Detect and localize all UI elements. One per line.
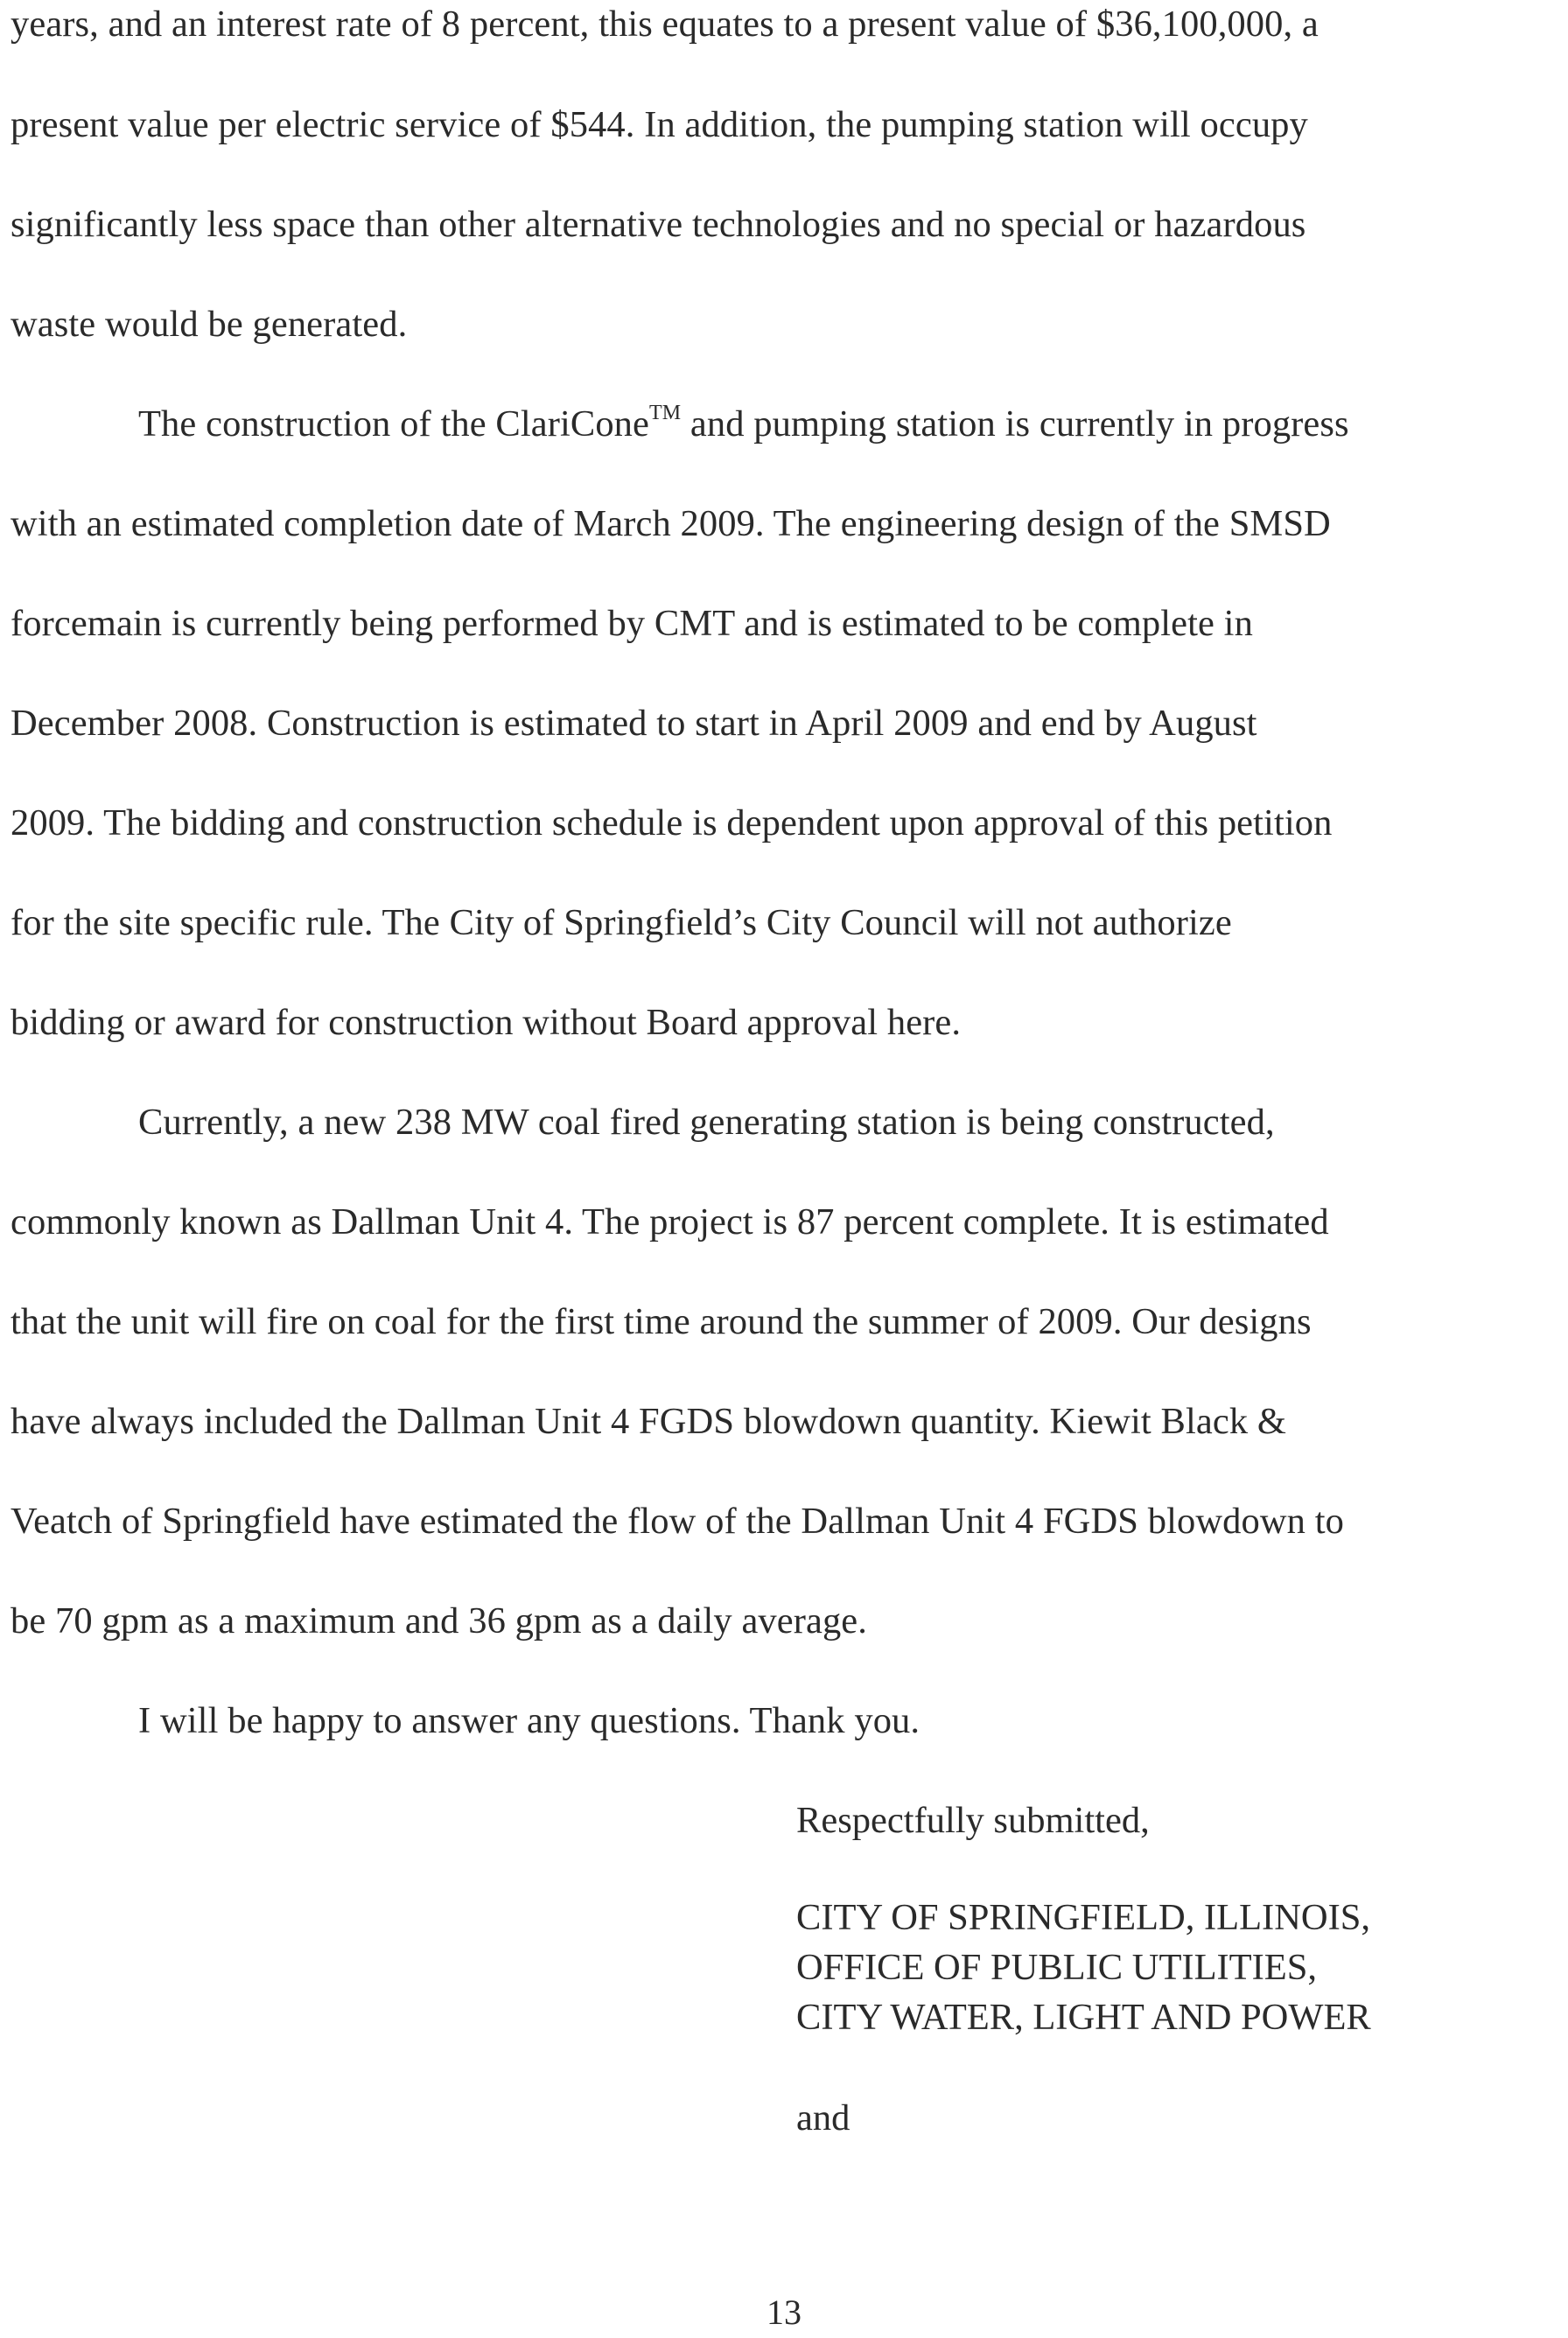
paragraph-2-line-4: December 2008. Construction is estimated to start in April 2009 and end by August <box>10 703 1257 744</box>
paragraph-4-line-1: I will be happy to answer any questions. Thank you. <box>138 1700 920 1741</box>
paragraph-2-line-3: forcemain is currently being performed by CMT and is estimated to be complete in <box>10 603 1253 644</box>
paragraph-3-line-3: that the unit will fire on coal for the first time around the summer of 2009. Our designs <box>10 1301 1312 1342</box>
paragraph-2-line-5: 2009. The bidding and construction schedule is dependent upon approval of this petition <box>10 802 1333 844</box>
paragraph-1-line-1: years, and an interest rate of 8 percent, this equates to a present value of $36,100,000, a <box>10 4 1319 45</box>
closing-text: Respectfully submitted, <box>796 1800 1150 1841</box>
paragraph-2-line-2: with an estimated completion date of March 2009. The engineering design of the SMSD <box>10 503 1331 544</box>
paragraph-2-line-7: bidding or award for construction without Board approval here. <box>10 1002 962 1043</box>
paragraph-3-line-5: Veatch of Springfield have estimated the flow of the Dallman Unit 4 FGDS blowdown to <box>10 1501 1344 1542</box>
paragraph-1-line-3: significantly less space than other alternative technologies and no special or hazardous <box>10 204 1306 245</box>
paragraph-1-line-2: present value per electric service of $544. In addition, the pumping station will occupy <box>10 104 1308 145</box>
paragraph-2-line-1 <box>138 398 1349 451</box>
conjunction-text: and <box>796 2097 850 2138</box>
paragraph-3-line-1: Currently, a new 238 MW coal fired generating station is being constructed, <box>138 1102 1275 1143</box>
paragraph-1-line-4: waste would be generated. <box>10 304 408 345</box>
paragraph-3-line-2: commonly known as Dallman Unit 4. The project is 87 percent complete. It is estimated <box>10 1201 1329 1242</box>
org-line-1: CITY OF SPRINGFIELD, ILLINOIS, <box>796 1897 1370 1938</box>
paragraph-3-line-4: have always included the Dallman Unit 4 FGDS blowdown quantity. Kiewit Black & <box>10 1401 1287 1442</box>
paragraph-2-line-1-rest: and pumping station is currently in progress <box>681 403 1349 444</box>
claricone-text: The construction of the ClariCone <box>138 403 649 444</box>
org-line-3: CITY WATER, LIGHT AND POWER <box>796 1997 1371 2038</box>
org-line-2: OFFICE OF PUBLIC UTILITIES, <box>796 1947 1318 1988</box>
paragraph-2-line-6: for the site specific rule. The City of Springfield’s City Council will not authorize <box>10 902 1232 943</box>
trademark-superscript: TM <box>648 401 682 424</box>
page-number: 13 <box>766 2292 802 2332</box>
paragraph-3-line-6: be 70 gpm as a maximum and 36 gpm as a daily average. <box>10 1600 867 1642</box>
